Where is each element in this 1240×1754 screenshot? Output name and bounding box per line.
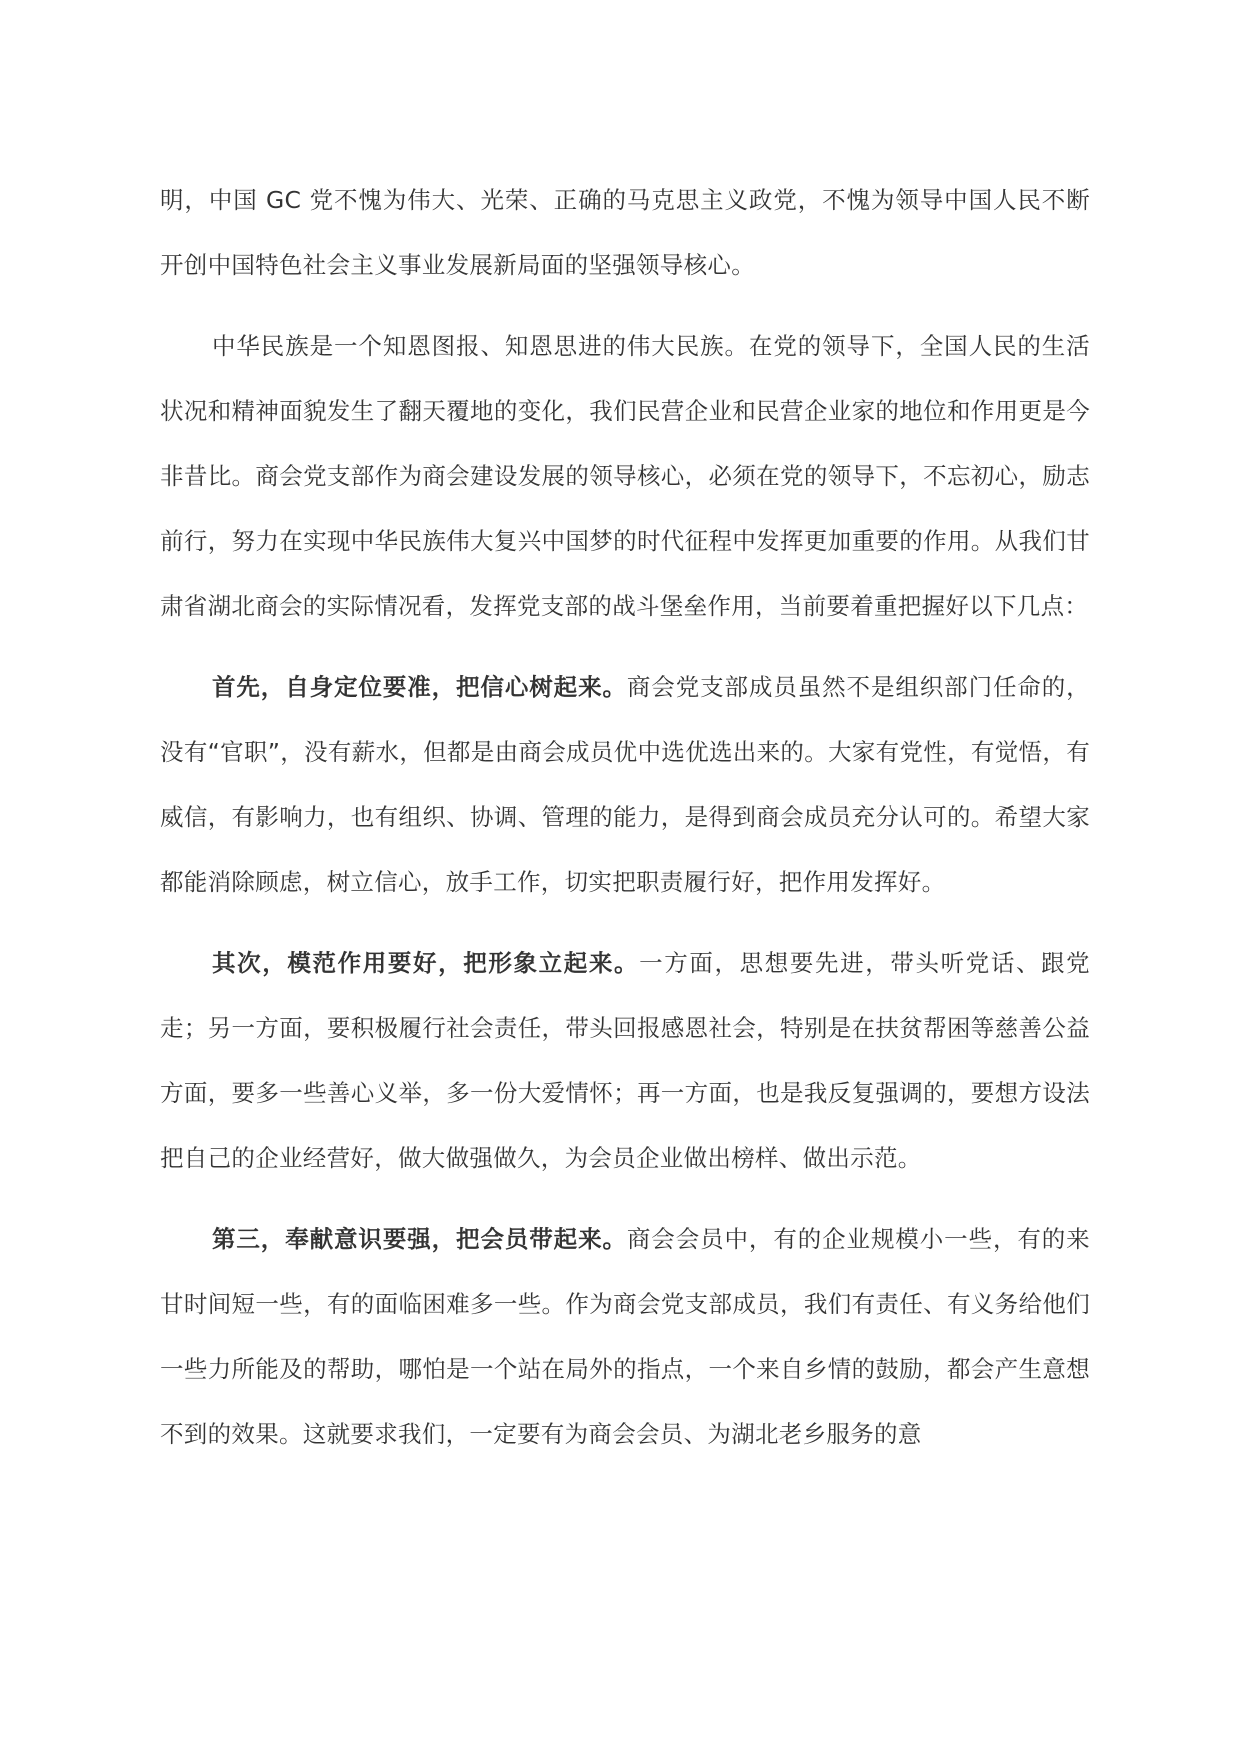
paragraph-5-lead: 第三，奉献意识要强，把会员带起来。	[212, 1225, 627, 1253]
paragraph-1	[160, 168, 1090, 298]
paragraph-4-text: 一方面，思想要先进，带头听党话、跟党走；另一方面，要积极履行社会责任，带头回报感恩社会，特别是在扶贫帮困等慈善公益方面，要多一些善心义举，多一份大爱情怀；再一方面，也是我反复强调的，要想方设法把自己的企业经营好，做大做强做久，为会员企业做出榜样、做出示范。	[160, 949, 1090, 1172]
paragraph-2-text: 中华民族是一个知恩图报、知恩思进的伟大民族。在党的领导下，全国人民的生活状况和精神面貌发生了翻天覆地的变化，我们民营企业和民营企业家的地位和作用更是今非昔比。商会党支部作为商会建设发展的领导核心，必须在党的领导下，不忘初心，励志前行，努力在实现中华民族伟大复兴中国梦的时代征程中发挥更加重要的作用。从我们甘肃省湖北商会的实际情况看，发挥党支部的战斗堡垒作用，当前要着重把握好以下几点：	[160, 332, 1090, 620]
paragraph-3-text: 商会党支部成员虽然不是组织部门任命的，没有“官职”，没有薪水，但都是由商会成员优中选优选出来的。大家有党性，有觉悟，有威信，有影响力，也有组织、协调、管理的能力，是得到商会成员充分认可的。希望大家都能消除顾虑，树立信心，放手工作，切实把职责履行好，把作用发挥好。	[160, 673, 1090, 896]
paragraph-5	[160, 1207, 1090, 1467]
paragraph-3	[160, 655, 1090, 915]
paragraph-4	[160, 931, 1090, 1191]
paragraph-1-text: 明，中国 GC 党不愧为伟大、光荣、正确的马克思主义政党，不愧为领导中国人民不断开创中国特色社会主义事业发展新局面的坚强领导核心。	[160, 186, 1090, 279]
paragraph-4-lead: 其次，模范作用要好，把形象立起来。	[212, 949, 640, 977]
paragraph-3-lead: 首先，自身定位要准，把信心树起来。	[212, 673, 627, 701]
document-body	[160, 168, 1090, 1483]
paragraph-2	[160, 314, 1090, 639]
paragraph-5-text: 商会会员中，有的企业规模小一些，有的来甘时间短一些，有的面临困难多一些。作为商会党支部成员，我们有责任、有义务给他们一些力所能及的帮助，哪怕是一个站在局外的指点，一个来自乡情的鼓励，都会产生意想不到的效果。这就要求我们，一定要有为商会会员、为湖北老乡服务的意	[160, 1225, 1090, 1448]
